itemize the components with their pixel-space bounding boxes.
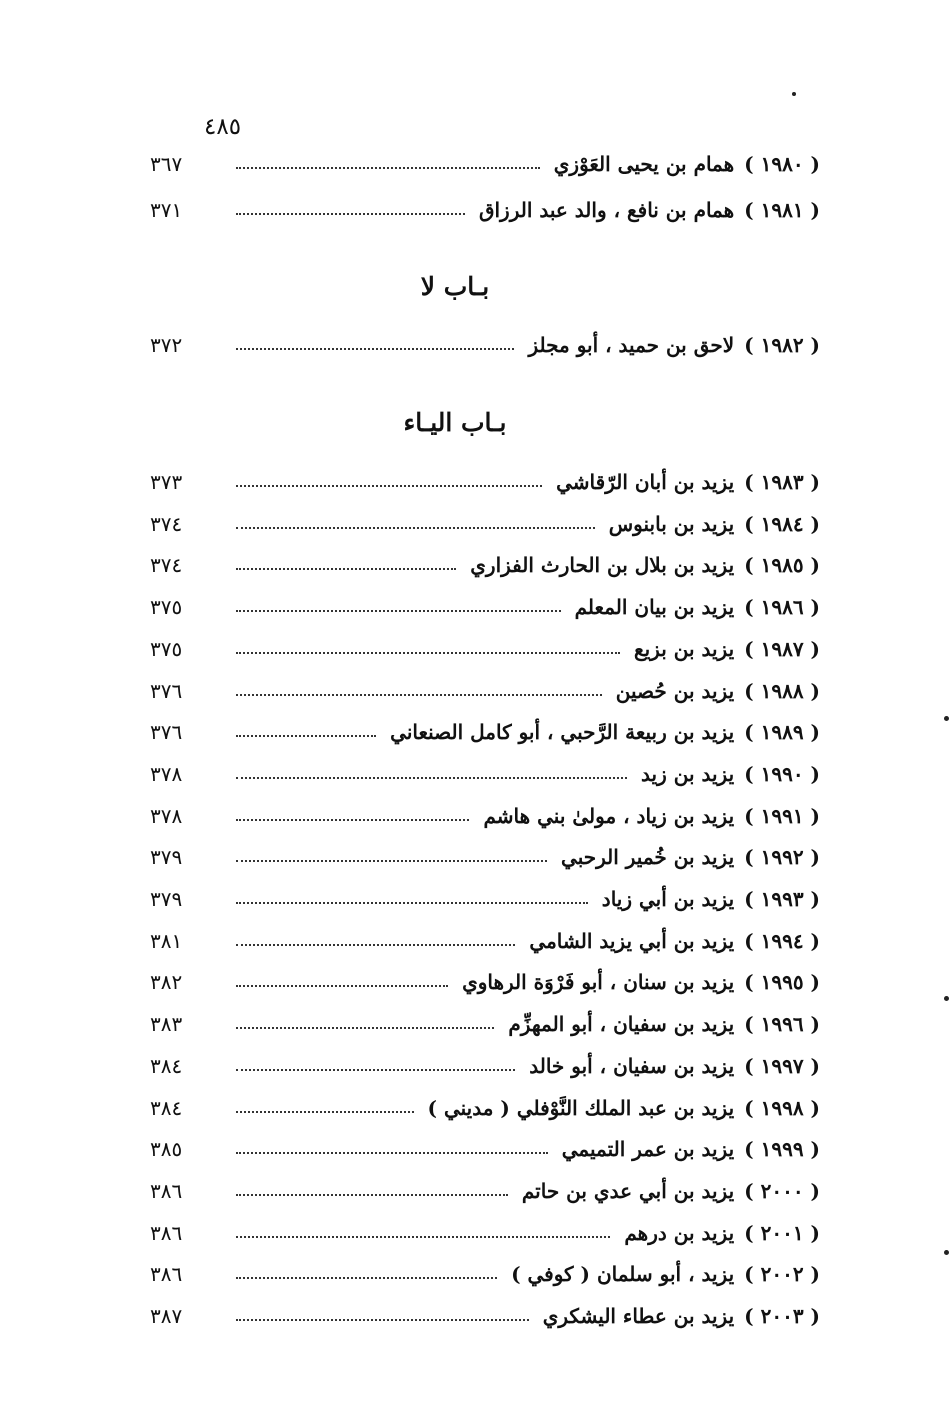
entry-page: ٣٧٣	[150, 470, 183, 494]
dot-leader	[236, 348, 514, 350]
entry-number: ( ١٩٩٦ )	[744, 1012, 820, 1036]
section-heading: بـاب لا	[420, 272, 490, 301]
dot-leader	[236, 694, 602, 696]
entry-name: همام بن يحيى العَوْزي	[553, 152, 735, 176]
entry-page: ٣٧٥	[150, 637, 183, 661]
index-entry	[150, 1298, 820, 1334]
dot-leader	[236, 944, 515, 946]
entry-name: يزيد بن بابنوس	[608, 512, 735, 536]
entry-number: ( ١٩٩١ )	[744, 804, 820, 828]
entry-name: يزيد بن ربيعة الرَّحبي ، أبو كامل الصنعاني	[390, 720, 735, 744]
entry-name: يزيد بن بزيع	[633, 637, 735, 661]
dot-leader	[236, 213, 465, 215]
dot-leader	[236, 902, 588, 904]
entry-name: يزيد بن خُمير الرحبي	[561, 845, 735, 869]
entry-number: ( ١٩٨٢ )	[744, 333, 820, 357]
entry-number: ( ١٩٨٥ )	[744, 553, 820, 577]
entry-name: يزيد بن بيان المعلم	[574, 595, 735, 619]
entry-page: ٣٨٤	[150, 1096, 183, 1120]
index-entry	[150, 146, 820, 182]
dot-leader	[236, 485, 542, 487]
entry-page: ٣٧٩	[150, 887, 183, 911]
entry-name: يزيد بن عمر التميمي	[561, 1137, 735, 1161]
entry-page: ٣٨٥	[150, 1137, 183, 1161]
entry-number: ( ١٩٨٦ )	[744, 595, 820, 619]
index-entry	[150, 964, 820, 1000]
entry-number: ( ٢٠٠١ )	[744, 1221, 820, 1245]
entry-number: ( ١٩٩٨ )	[744, 1096, 820, 1120]
entry-page: ٣٧٨	[150, 804, 183, 828]
entry-page: ٣٨٤	[150, 1054, 183, 1078]
entry-number: ( ٢٠٠٣ )	[744, 1304, 820, 1328]
section-heading: بـاب اليـاء	[403, 408, 507, 437]
entry-name: يزيد بن أبي يزيد الشامي	[529, 929, 735, 953]
index-entry	[150, 714, 820, 750]
page-number: ٤٨٥	[204, 114, 242, 140]
entry-name: يزيد بن أبي عدي بن حاتم	[521, 1179, 735, 1203]
dot-leader	[236, 1277, 497, 1279]
index-entry	[150, 881, 820, 917]
dot-leader	[236, 735, 376, 737]
dot-leader	[236, 985, 448, 987]
entry-number: ( ١٩٨٧ )	[744, 637, 820, 661]
entry-page: ٣٧٩	[150, 845, 183, 869]
dot-leader	[236, 527, 595, 529]
dot-leader	[236, 652, 620, 654]
entry-number: ( ١٩٨٤ )	[744, 512, 820, 536]
scan-speck	[944, 716, 949, 721]
index-entry	[150, 1173, 820, 1209]
entry-name: يزيد بن عبد الملك النَّوْفلي ( مديني )	[427, 1096, 735, 1120]
index-entry	[150, 1090, 820, 1126]
dot-leader	[236, 167, 540, 169]
entry-page: ٣٧٦	[150, 679, 183, 703]
entry-page: ٣٨٣	[150, 1012, 183, 1036]
entry-number: ( ١٩٨٩ )	[744, 720, 820, 744]
entry-page: ٣٧٥	[150, 595, 183, 619]
dot-leader	[236, 1152, 548, 1154]
dot-leader	[236, 1319, 529, 1321]
dot-leader	[236, 777, 627, 779]
index-entry	[150, 673, 820, 709]
entry-page: ٣٦٧	[150, 152, 183, 176]
entry-name: يزيد بن زيد	[641, 762, 735, 786]
entry-page: ٣٧١	[150, 198, 183, 222]
entry-number: ( ١٩٨١ )	[744, 198, 820, 222]
entry-page: ٣٧٨	[150, 762, 183, 786]
entry-number: ( ١٩٩٤ )	[744, 929, 820, 953]
entry-page: ٣٧٤	[150, 553, 183, 577]
entry-name: يزيد بن سفيان ، أبو خالد	[529, 1054, 735, 1078]
entry-name: همام بن نافع ، والد عبد الرزاق	[478, 198, 735, 222]
index-entry	[150, 1215, 820, 1251]
entry-page: ٣٨٧	[150, 1304, 183, 1328]
index-entry	[150, 923, 820, 959]
index-entry	[150, 192, 820, 228]
index-entry	[150, 1131, 820, 1167]
entry-number: ( ١٩٩٢ )	[744, 845, 820, 869]
index-entry	[150, 589, 820, 625]
entry-page: ٣٨٦	[150, 1221, 183, 1245]
entry-name: يزيد بن سنان ، أبو فَرْوَة الرهاوي	[462, 970, 735, 994]
index-entry	[150, 464, 820, 500]
entry-number: ( ١٩٩٥ )	[744, 970, 820, 994]
entry-name: يزيد بن أبان الرّقاشي	[556, 470, 735, 494]
index-entry	[150, 631, 820, 667]
entry-name: يزيد بن بلال بن الحارث الفزاري	[470, 553, 735, 577]
entry-number: ( ١٩٩٧ )	[744, 1054, 820, 1078]
dot-leader	[236, 1236, 610, 1238]
entry-name: يزيد بن حُصين	[615, 679, 735, 703]
dot-leader	[236, 860, 547, 862]
index-entry	[150, 506, 820, 542]
entry-name: يزيد بن درهم	[624, 1221, 735, 1245]
entry-page: ٣٧٦	[150, 720, 183, 744]
index-entry	[150, 756, 820, 792]
entry-number: ( ١٩٨٠ )	[744, 152, 820, 176]
entry-number: ( ١٩٩٩ )	[744, 1137, 820, 1161]
dot-leader	[236, 1027, 494, 1029]
dot-leader	[236, 568, 456, 570]
entry-name: يزيد بن زياد ، مولىٰ بني هاشم	[483, 804, 735, 828]
index-entry	[150, 1006, 820, 1042]
entry-number: ( ٢٠٠٠ )	[744, 1179, 820, 1203]
dot-leader	[236, 819, 469, 821]
entry-name: لاحق بن حميد ، أبو مجلز	[528, 333, 735, 357]
entry-page: ٣٨٦	[150, 1179, 183, 1203]
index-entry	[150, 1048, 820, 1084]
scan-speck	[792, 92, 796, 96]
entry-name: يزيد بن عطاء اليشكري	[542, 1304, 735, 1328]
index-entry	[150, 327, 820, 363]
entry-number: ( ٢٠٠٢ )	[744, 1262, 820, 1286]
scan-speck	[944, 996, 949, 1001]
entry-name: يزيد بن سفيان ، أبو المهزِّم	[508, 1012, 735, 1036]
dot-leader	[236, 1111, 414, 1113]
dot-leader	[236, 1069, 515, 1071]
entry-page: ٣٧٤	[150, 512, 183, 536]
entry-number: ( ١٩٩٠ )	[744, 762, 820, 786]
entry-page: ٣٨٢	[150, 970, 183, 994]
entry-name: يزيد بن أبي زياد	[601, 887, 735, 911]
scan-speck	[944, 1250, 949, 1255]
entry-name: يزيد ، أبو سلمان ( كوفي )	[511, 1262, 735, 1286]
dot-leader	[236, 1194, 508, 1196]
entry-page: ٣٧٢	[150, 333, 183, 357]
index-entry	[150, 547, 820, 583]
entry-number: ( ١٩٨٣ )	[744, 470, 820, 494]
dot-leader	[236, 610, 561, 612]
index-entry	[150, 1256, 820, 1292]
entry-page: ٣٨٦	[150, 1262, 183, 1286]
entry-number: ( ١٩٨٨ )	[744, 679, 820, 703]
entry-page: ٣٨١	[150, 929, 183, 953]
index-entry	[150, 839, 820, 875]
entry-number: ( ١٩٩٣ )	[744, 887, 820, 911]
index-entry	[150, 798, 820, 834]
